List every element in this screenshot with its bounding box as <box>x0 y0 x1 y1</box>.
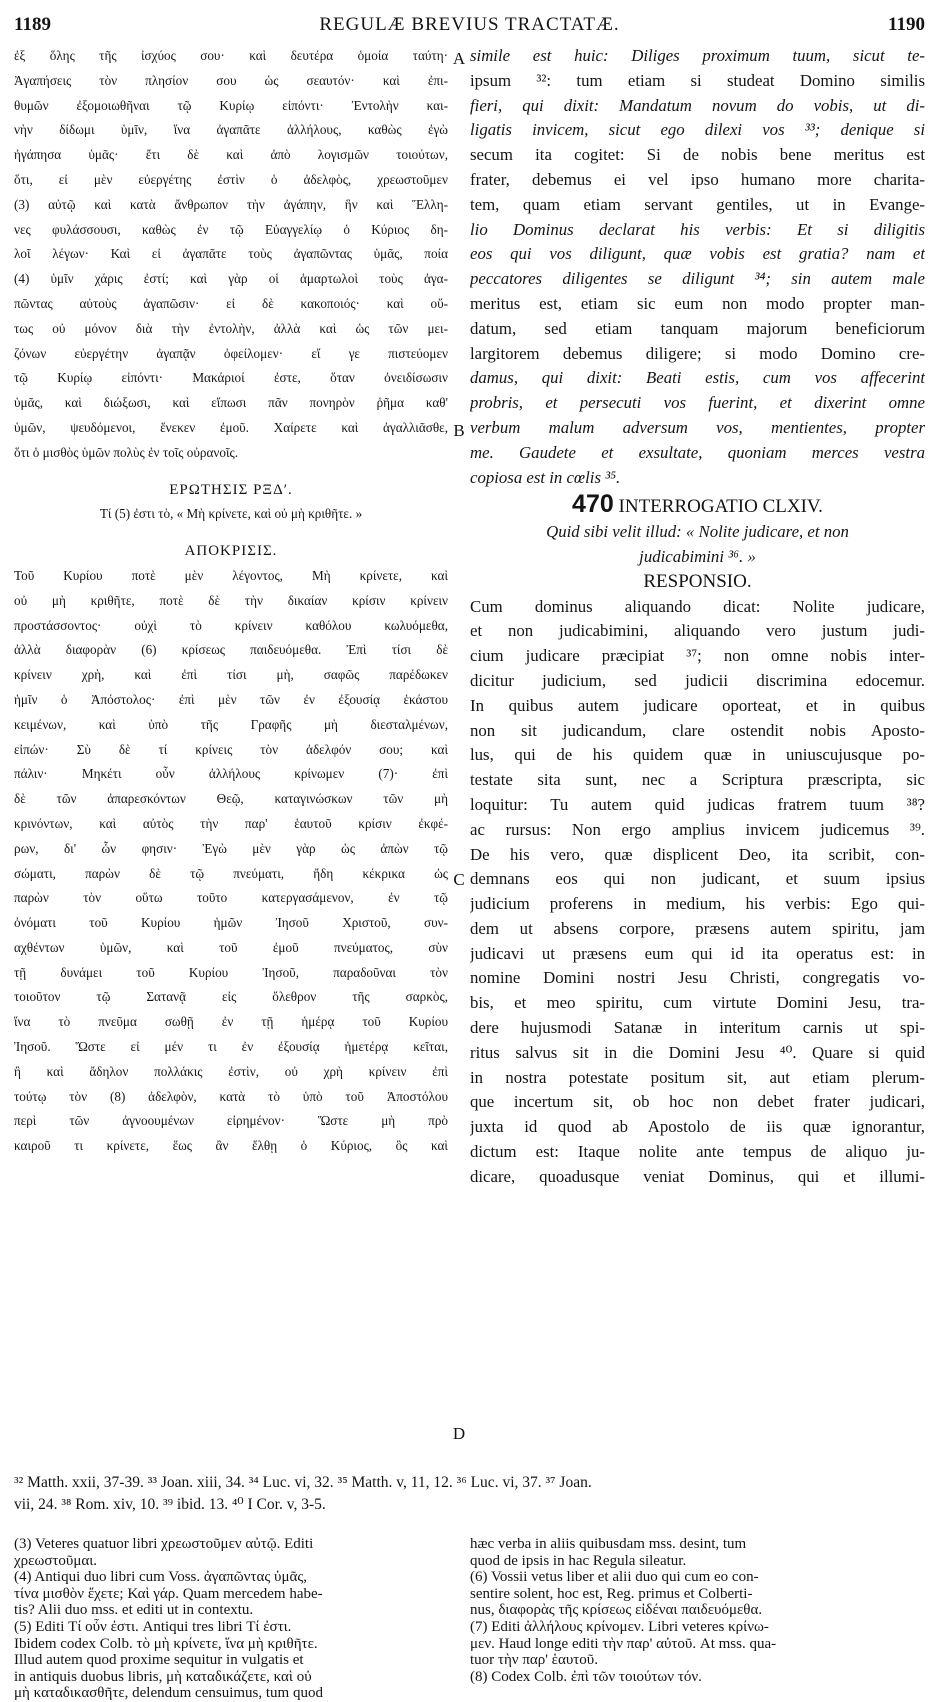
latin-text-line: ligatis invicem, sicut ego dilexi vos ³³; denique si <box>470 120 925 140</box>
greek-text-line: θυμῶν ἐξομοιωθῆναι τῷ Κυρίῳ εἰπόντι· Ἐντολὴν και- <box>14 97 448 113</box>
latin-text-line: nomine Domini nostri Jesu Christi, congregatis vo- <box>470 968 925 988</box>
greek-text-line: νὴν δίδωμι ὑμῖν, ἵνα ἀγαπᾶτε ἀλλήλους, καθὼς ἐγὼ <box>14 122 448 138</box>
margin-letter-b: B <box>453 421 465 440</box>
latin-text-line: ipsum ³²: tum etiam si studeat Domino similis <box>470 70 925 90</box>
latin-question-heading-line <box>470 492 925 520</box>
greek-text-line: λοῖ λέγων· Καὶ εἰ ἀγαπᾶτε τοὺς ἀγαπῶντας ὑμᾶς, ποία <box>14 246 448 262</box>
latin-text-line: ritus salvus sit in die Domini Jesu ⁴⁰. Quare si quid <box>470 1042 925 1062</box>
greek-text-line: σώματι, παρὼν δὲ τῷ πνεύματι, ἤδη κέκρικα ὡς <box>14 865 448 881</box>
latin-text-line: loquitur: Tu autem quid judicas fratrem tuum ³⁸? <box>470 794 925 814</box>
note-line: (6) Vossii vetus liber et alii duo qui cum eo con- <box>470 1569 759 1586</box>
latin-text-line: datum, sed etiam tanquam majorum beneficiorum <box>470 318 925 338</box>
latin-text-line: in nostra potestate positum sit, aut etiam plerum- <box>470 1067 925 1087</box>
latin-text-line: tem, quam etiam servant gentiles, ut in Evange- <box>470 194 925 214</box>
margin-letter-a: A <box>452 49 466 68</box>
note-line: (4) Antiqui duo libri cum Voss. ἀγαπῶντας ὑμᾶς, <box>14 1569 308 1586</box>
greek-text-line: κειμένων, καὶ ὑπὸ τῆς Γραφῆς μὴ διεσταλμένων, <box>14 716 448 732</box>
note-line: tis? Alii duo mss. et editi ut in contextu. <box>14 1602 254 1619</box>
latin-text-line: judicium proferens in medium, his verbis: Ego qui- <box>470 894 925 914</box>
latin-text-line: dere hujusmodi Satanæ in interitum carnis ut spi- <box>470 1018 925 1038</box>
critical-notes-right <box>470 1536 925 1685</box>
greek-text-line: εἰπών· Σὺ δὲ τί κρίνεις τὸν ἀδελφόν σου; καὶ <box>14 741 448 757</box>
note-line: Illud autem quod proxime sequitur in vulgatis et <box>14 1652 304 1669</box>
latin-text-line: frater, debemus ei vel ipso humano more charita- <box>470 169 925 189</box>
latin-text-line: secum ita cogitet: Si de nobis bene meritus est <box>470 145 925 165</box>
greek-text-line: ὀνόματι τοῦ Κυρίου ἡμῶν Ἰησοῦ Χριστοῦ, συν- <box>14 915 448 931</box>
note-line: (7) Editi ἀλλήλους κρίνομεν. Libri veteres κρίνω- <box>470 1618 769 1635</box>
greek-text-line: τοιοῦτον τῷ Σατανᾷ εἰς ὄλεθρον τῆς σαρκὸς, <box>14 989 448 1005</box>
greek-text-line: κρίνειν χρὴ, καὶ ἐπὶ τίσι μὴ, σαφῶς παρέδωκεν <box>14 667 448 683</box>
latin-text-line: eos qui vos diligunt, quæ vobis est gratia? nam et <box>470 244 925 264</box>
page-number-right: 1190 <box>888 14 925 35</box>
latin-text-line: dicitur judicium, sed judicii discrimina edocemur. <box>470 670 925 690</box>
greek-text-line: δὲ τῶν ἀπαρεσκόντων Θεῷ, καταγινώσκων τῶν μὴ <box>14 791 448 807</box>
page-header <box>14 14 925 38</box>
greek-text-line: παρὼν τὸν οὕτω τοῦτο κατεργασάμενον, ἐν τῷ <box>14 890 448 906</box>
greek-answer-heading: ΑΠΟΚΡΙΣΙΣ. <box>184 543 278 560</box>
latin-question: judicabimini ³⁶. » <box>639 546 756 566</box>
latin-text-line: juxta id quod ab Apostolo de iis quæ ignorantur, <box>470 1117 925 1137</box>
note-line: (8) Codex Colb. ἐπὶ τῶν τοιούτων τόν. <box>470 1668 702 1685</box>
greek-text-line: ὑμᾶς, καὶ διώξωσι, καὶ εἴπωσι πᾶν πονηρὸν ῥῆμα καθ' <box>14 395 448 411</box>
greek-text-line: προστάσσοντος· οὐχὶ τὸ κρίνειν καθόλου κωλυόμεθα, <box>14 617 448 633</box>
note-line: hæc verba in aliis quibusdam mss. desint, tum <box>470 1536 747 1552</box>
margin-letter-c: C <box>453 870 465 889</box>
note-line: nus, διαφορὰς τῆς κρίσεως εἰδέναι παιδευόμεθα. <box>470 1602 763 1619</box>
greek-text-line: κρινόντων, καὶ αὐτὸς τὴν παρ' ἑαυτοῦ κρίσιν ἐκφέ- <box>14 815 448 831</box>
note-line: in antiquis duobus libris, μὴ καταδικάζετε, καὶ οὐ <box>14 1668 312 1685</box>
greek-question-heading: ΕΡΩΤΗΣΙΣ ΡΞΔʹ. <box>169 481 293 498</box>
greek-text-line: ἵνα τὸ πνεῦμα σωθῇ ἐν τῇ ἡμέρᾳ τοῦ Κυρίου <box>14 1014 448 1030</box>
latin-text-line: judicavi ut præsens eum qui id ita operatus est: in <box>470 943 925 963</box>
latin-text-line: damus, qui dixit: Beati estis, cum vos affecerint <box>470 368 925 388</box>
latin-answer-heading: RESPONSIO. <box>643 570 752 592</box>
latin-text-line: verbum malum adversum vos, mentientes, propter <box>470 417 925 437</box>
latin-text-line: simile est huic: Diliges proximum tuum, sicut te- <box>470 46 925 65</box>
margin-letter-d: D <box>452 1424 466 1443</box>
greek-text-line: ἐξ ὅλης τῆς ἰσχύος σου· καὶ δευτέρα ὁμοία ταύτη· <box>14 48 448 63</box>
greek-text-line: πῶντας αὐτοὺς ἀγαπῶσιν· εἰ δὲ κακοποιός· καὶ οὕ- <box>14 295 448 311</box>
reference-line: ³² Matth. xxii, 37-39. ³³ Joan. xiii, 34. ³⁴ Luc. vi, 32. ³⁵ Matth. v, 11, 12. ³⁶ Luc. vi, 37. ³⁷ Joan. <box>14 1474 592 1491</box>
note-line: χρεωστοῦμαι. <box>14 1552 98 1569</box>
latin-text-line: lus, qui de his quidem quæ in uniuscujusque po- <box>470 745 925 765</box>
greek-text-line: Ἰησοῦ. Ὥστε εἰ μέν τι ἐν ἐξουσίᾳ ἡμετέρᾳ κεῖται, <box>14 1039 448 1055</box>
reference-line: vii, 24. ³⁸ Rom. xiv, 10. ³⁹ ibid. 13. ⁴⁰ I Cor. v, 3-5. <box>14 1496 326 1513</box>
latin-text-line: que incertum sit, ob hoc non debet frater judicari, <box>470 1092 925 1112</box>
note-line: μὴ καταδικασθῆτε, delendum censuimus, tum quod <box>14 1685 323 1702</box>
greek-text-line: τῷ Κυρίῳ εἰπόντι· Μακάριοί ἐστε, ὅταν ὀνειδίσωσιν <box>14 370 448 386</box>
note-line: τίνα μισθὸν ἔχετε; Καὶ γάρ. Quam mercedem habe- <box>14 1585 323 1602</box>
latin-text-line: De his vero, quæ displicent Deo, ita scribit, con- <box>470 844 925 864</box>
note-line: μεν. Haud longe editi τὴν παρ' αὐτοῦ. At mss. qua- <box>470 1635 777 1652</box>
greek-text-line: ἀλλὰ διαφορὰν (6) κρίσεως παιδευόμεθα. Ἐπὶ τίσι δὲ <box>14 642 448 658</box>
greek-text-line: ἠγάπησα ὑμᾶς· ἔτι δὲ καὶ ἀπὸ λογισμῶν τοιούτων, <box>14 147 448 163</box>
greek-column <box>14 44 448 1159</box>
greek-text-line: ἢ καὶ ἄδηλον πολλάκις ἐστὶν, οὐ χρὴ κρίνειν ἐπὶ <box>14 1063 448 1079</box>
latin-text-line: fieri, qui dixit: Mandatum novum do vobis, ut di- <box>470 95 925 115</box>
latin-text-line: ac rursus: Non ergo amplius invicem judicemus ³⁹. <box>470 819 925 839</box>
latin-text-line: dictum est: Itaque nolite ante tempus de aliquo ju- <box>470 1142 925 1162</box>
greek-text-line: (3) αὐτῷ καὶ κατὰ ἄνθρωπον τὴν ἀγάπην, ἣν καὶ Ἕλλη- <box>14 196 448 212</box>
latin-text-line: dicare, quoadusque veniat Dominus, qui et illumi- <box>470 1166 925 1186</box>
latin-text-line: In quibus autem judicare oporteat, et in quibus <box>470 695 925 715</box>
greek-text-line: Τοῦ Κυρίου ποτὲ μὲν λέγοντος, Μὴ κρίνετε, καὶ <box>14 567 448 583</box>
column-number: 470 <box>572 492 614 519</box>
note-line: (5) Editi Τί οὖν ἐστι. Antiqui tres libri Τί ἐστι. <box>14 1618 292 1635</box>
latin-column <box>470 44 925 1190</box>
running-title: REGULÆ BREVIUS TRACTATÆ. <box>319 14 620 35</box>
greek-text-line: καιροῦ τι κρίνετε, ἕως ἂν ἔλθῃ ὁ Κύριος, ὃς καὶ <box>14 1138 448 1154</box>
greek-text-line: ὅτι ὁ μισθὸς ὑμῶν πολὺς ἐν τοῖς οὐρανοῖς. <box>14 444 239 460</box>
latin-text-line: demnans eos qui non judicant, et suum ipsius <box>470 869 925 889</box>
note-line: tuor τὴν παρ' ἑαυτοῦ. <box>470 1652 598 1669</box>
latin-text-line: et non judicabimini, aliquando vero justum judi- <box>470 621 925 641</box>
greek-text-line: ὑμῶν, ψευδόμενοι, ἕνεκεν ἐμοῦ. Χαίρετε καὶ ἀγαλλιᾶσθε, <box>14 419 448 435</box>
critical-notes-left <box>14 1536 448 1702</box>
latin-text-line: meritus est, etiam sic eum non modo propter man- <box>470 293 925 313</box>
greek-text-line: ρων, δι' ὧν φησιν· Ἐγὼ μὲν γὰρ ὡς ἀπὼν τῷ <box>14 840 448 856</box>
greek-text-line: ὅτι, εἰ μὲν εὐεργέτης ἐστὶν ὁ ἀδελφὸς, χρεωστοῦμεν <box>14 171 448 187</box>
greek-text-line: ἡμῖν ὁ Ἀπόστολος· ἐπὶ μὲν τῶν ἐν ἐξουσίᾳ ἑκάστου <box>14 691 448 707</box>
page-number-left: 1189 <box>14 14 51 35</box>
latin-text-line: copiosa est in cœlis ³⁵. <box>470 467 621 487</box>
latin-text-line: Cum dominus aliquando dicat: Nolite judicare, <box>470 596 925 616</box>
latin-text-line: me. Gaudete et exsultate, quoniam merces vestra <box>470 442 925 462</box>
greek-text-line: περὶ τῶν ἀγνοουμένων εἰρημένον· Ὥστε μὴ πρὸ <box>14 1113 448 1129</box>
greek-text-line: νες φυλάσσουσι, καθὼς ἐν τῷ Εὐαγγελίῳ ὁ Κύριος δη- <box>14 221 448 237</box>
latin-text-line: peccatores diligentes se diligunt ³⁴; sin autem male <box>470 269 925 289</box>
note-line: quod de ipsis in hac Regula sileatur. <box>470 1552 687 1569</box>
note-line: (3) Veteres quatuor libri χρεωστοῦμεν αὐτῷ. Editi <box>14 1536 314 1552</box>
greek-text-line: Ἀγαπήσεις τὸν πλησίον σου ὡς σεαυτόν· καὶ ἐπι- <box>14 72 448 88</box>
latin-question: Quid sibi velit illud: « Nolite judicare, et non <box>546 522 849 542</box>
greek-text-line: αχθέντων ὑμῶν, καὶ τοῦ ἐμοῦ πνεύματος, σὺν <box>14 939 448 955</box>
note-line: Ibidem codex Colb. τὸ μὴ κρίνετε, ἵνα μὴ κριθῆτε. <box>14 1635 318 1652</box>
greek-text-line: ζόνων εὐεργέτην ἀγαπᾷν ὀφείλομεν· εἴ γε πιστεύομεν <box>14 345 448 361</box>
greek-text-line: τούτῳ τὸν (8) ἀδελφὸν, κατὰ τὸ ὑπὸ τοῦ Ἀποστόλου <box>14 1088 448 1104</box>
greek-question: Τί (5) ἐστι τὸ, « Μὴ κρίνετε, καὶ οὐ μὴ κριθῆτε. » <box>99 506 363 522</box>
greek-text-line: τῇ δυνάμει τοῦ Κυρίου Ἰησοῦ, παραδοῦναι τὸν <box>14 964 448 980</box>
scripture-references <box>14 1472 925 1516</box>
greek-text-line: (4) ὑμῖν χάρις ἐστί; καὶ γὰρ οἱ ἁμαρτωλοὶ τοὺς ἀγα- <box>14 271 448 287</box>
latin-text-line: non sit judicandum, clare ostendit nobis Aposto- <box>470 720 925 740</box>
latin-text-line: testate sita sunt, nec a Scriptura præscripta, sic <box>470 770 925 790</box>
latin-text-line: probris, et persecuti vos fuerint, et dixerint omne <box>470 393 925 413</box>
greek-text-line: οὐ μὴ κριθῆτε, ποτὲ δὲ τὴν δικαίαν κρίσιν κρίνειν <box>14 592 448 608</box>
latin-text-line: cium judicare præcipiat ³⁷; non omne nobis inter- <box>470 646 925 666</box>
latin-text-line: dem ut absens corpore, præsens autem spiritu, jam <box>470 918 925 938</box>
latin-text-line: bis, et meo spiritu, cum virtute Domini Jesu, tra- <box>470 993 925 1013</box>
note-line: sentire solent, hoc est, Reg. primus et Colberti- <box>470 1585 753 1602</box>
latin-text-line: lio Dominus declarat his verbis: Et si diligitis <box>470 219 925 239</box>
greek-text-line: τως οὐ μόνον διὰ τὴν ἐντολὴν, ἀλλὰ καὶ ὡς τῶν μει- <box>14 320 448 336</box>
latin-question-heading: INTERROGATIO CLXIV. <box>618 496 823 518</box>
greek-text-line: πάλιν· Μηκέτι οὖν ἀλλήλους κρίνωμεν (7)· ἐπὶ <box>14 766 448 782</box>
latin-text-line: largitorem debemus diligere; si modo Domino cre- <box>470 343 925 363</box>
